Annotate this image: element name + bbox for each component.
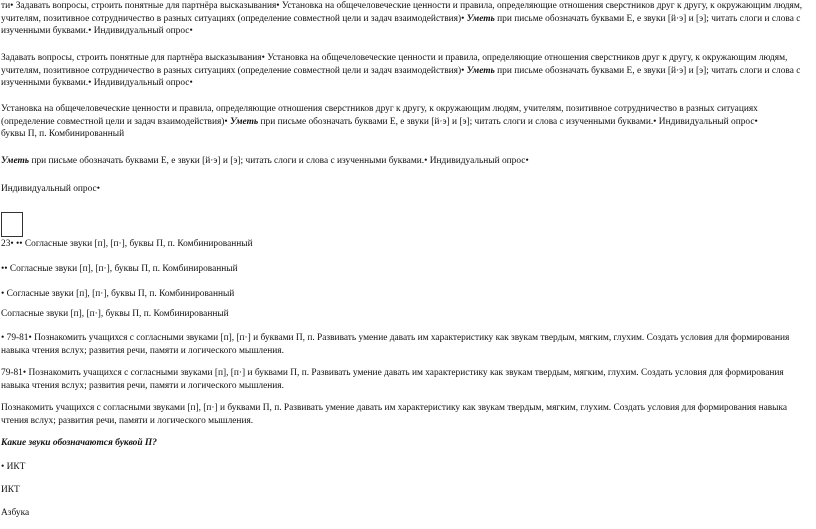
paragraph-9: Согласные звуки [п], [п·], буквы П, п. Комбинированный: [1, 309, 229, 319]
paragraph-1-text-end: при письме обозначать буквами Е, е звуки [й·э] и [э]; читать слоги и слова с изученными буквами.• Индивидуальный опрос•: [1, 13, 801, 37]
paragraph-1: [1, 0, 807, 38]
paragraph-1-bold: Уметь: [466, 13, 495, 24]
paragraph-4-text: при письме обозначать буквами Е, е звуки [й·э] и [э]; читать слоги и слова с изученными буквами.• Индивидуальный опрос•: [29, 156, 529, 166]
paragraph-3-text-end: при письме обозначать буквами Е, е звуки [й·э] и [э]; читать слоги и слова с изученными буквами.• Индивидуальный опрос•: [258, 116, 758, 127]
paragraph-3-text: Установка на общечеловеческие ценности и правила, определяющие отношения сверстников друг к другу, к окружающим людям, учителям, позитивное сотрудничество в разных ситуациях (определение совместной цели и задач взаимодействия)•: [1, 104, 758, 127]
paragraph-3-bold: Уметь: [230, 116, 259, 127]
paragraph-12: Познакомить учащихся с согласными звуками [п], [п·] и буквами П, п. Развивать умение давать им характеристику как звукам твердым, мягким, глухим. Создать условия для формирования навыка чтения вслух; развития речи, памяти и логического мышления.: [1, 403, 788, 426]
paragraph-6: 23• •• Согласные звуки [п], [п·], буквы П, п. Комбинированный: [1, 239, 253, 249]
paragraph-2-text: Задавать вопросы, строить понятные для партнёра высказывания• Установка на общечеловеческие ценности и правила, определяющие отношения сверстников друг к другу, к окружающим людям, учителям, позитивное сотрудничество в разных ситуациях (определение совместной цели и задач взаимодействия)•: [1, 53, 788, 76]
empty-frame: [1, 212, 23, 237]
paragraph-2-text-end: при письме обозначать буквами Е, е звуки [й·э] и [э]; читать слоги и слова с изученными буквами.• Индивидуальный опрос•: [1, 65, 801, 89]
paragraph-3-tail: буквы П, п. Комбинированный: [1, 129, 125, 140]
paragraph-4: [1, 155, 807, 168]
paragraph-14: • ИКТ: [1, 462, 26, 472]
paragraph-5: Индивидуальный опрос•: [1, 184, 100, 194]
paragraph-11: 79-81• Познакомить учащихся с согласными звуками [п], [п·] и буквами П, п. Развивать умение давать им характеристику как звукам твердым, мягким, глухим. Создать условия для формирования навыка чтения вслух; развития речи, памяти и логического мышления.: [1, 368, 784, 391]
paragraph-10: • 79-81• Познакомить учащихся с согласными звуками [п], [п·] и буквами П, п. Развивать умение давать им характеристику как звукам твердым, мягким, глухим. Создать условия для формирования навыка чтения вслух; развития речи, памяти и логического мышления.: [1, 333, 790, 356]
paragraph-7: •• Согласные звуки [п], [п·], буквы П, п. Комбинированный: [1, 264, 238, 274]
paragraph-3: [1, 103, 807, 141]
paragraph-15: ИКТ: [1, 485, 20, 495]
paragraph-8: • Согласные звуки [п], [п·], буквы П, п. Комбинированный: [1, 289, 235, 299]
paragraph-4-bold: Уметь: [1, 156, 30, 166]
paragraph-2-bold: Уметь: [466, 65, 495, 76]
paragraph-2: [1, 52, 807, 90]
paragraph-16: Азбука: [1, 508, 30, 518]
question-heading: Какие звуки обозначаются буквой П?: [1, 438, 157, 448]
paragraph-1-text: ти• Задавать вопросы, строить понятные для партнёра высказывания• Установка на общечеловеческие ценности и правила, определяющие отношения сверстников друг к другу, к окружающим людям, учителям, позитивное сотрудничество в разных ситуациях (определение совместной цели и задач взаимодействия)•: [1, 1, 803, 24]
